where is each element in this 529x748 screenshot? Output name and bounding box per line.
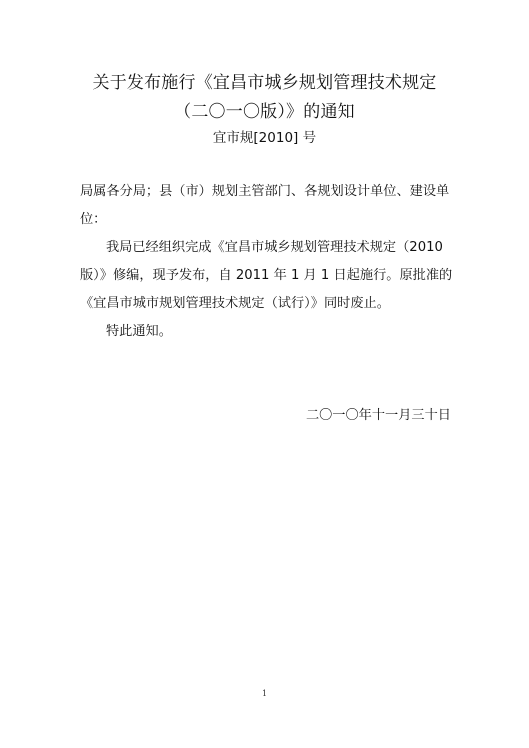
issue-date: 二〇一〇年十一月三十日: [305, 408, 451, 423]
closing-statement: 特此通知。: [106, 324, 172, 339]
notice-title-line-2: （二〇一〇版）》的通知: [174, 102, 355, 122]
body-paragraph-line-3: 《宜昌市城市规划管理技术规定（试行）》同时废止。: [80, 296, 390, 311]
body-paragraph-line-2: 版）》修编，现予发布，自 2011 年 1 月 1 日起施行。原批准的: [80, 268, 453, 283]
notice-title-line-1: 关于发布施行《宜昌市城乡规划管理技术规定: [92, 73, 437, 93]
recipient-line-1: 局属各分局；县（市）规划主管部门、各规划设计单位、建设单: [80, 184, 450, 199]
page-number: 1: [261, 689, 268, 698]
recipient-line-2: 位：: [80, 212, 107, 227]
body-paragraph-line-1: 我局已经组织完成《宜昌市城乡规划管理技术规定（2010: [106, 240, 443, 255]
document-number: 宜市规[2010] 号: [212, 130, 317, 146]
